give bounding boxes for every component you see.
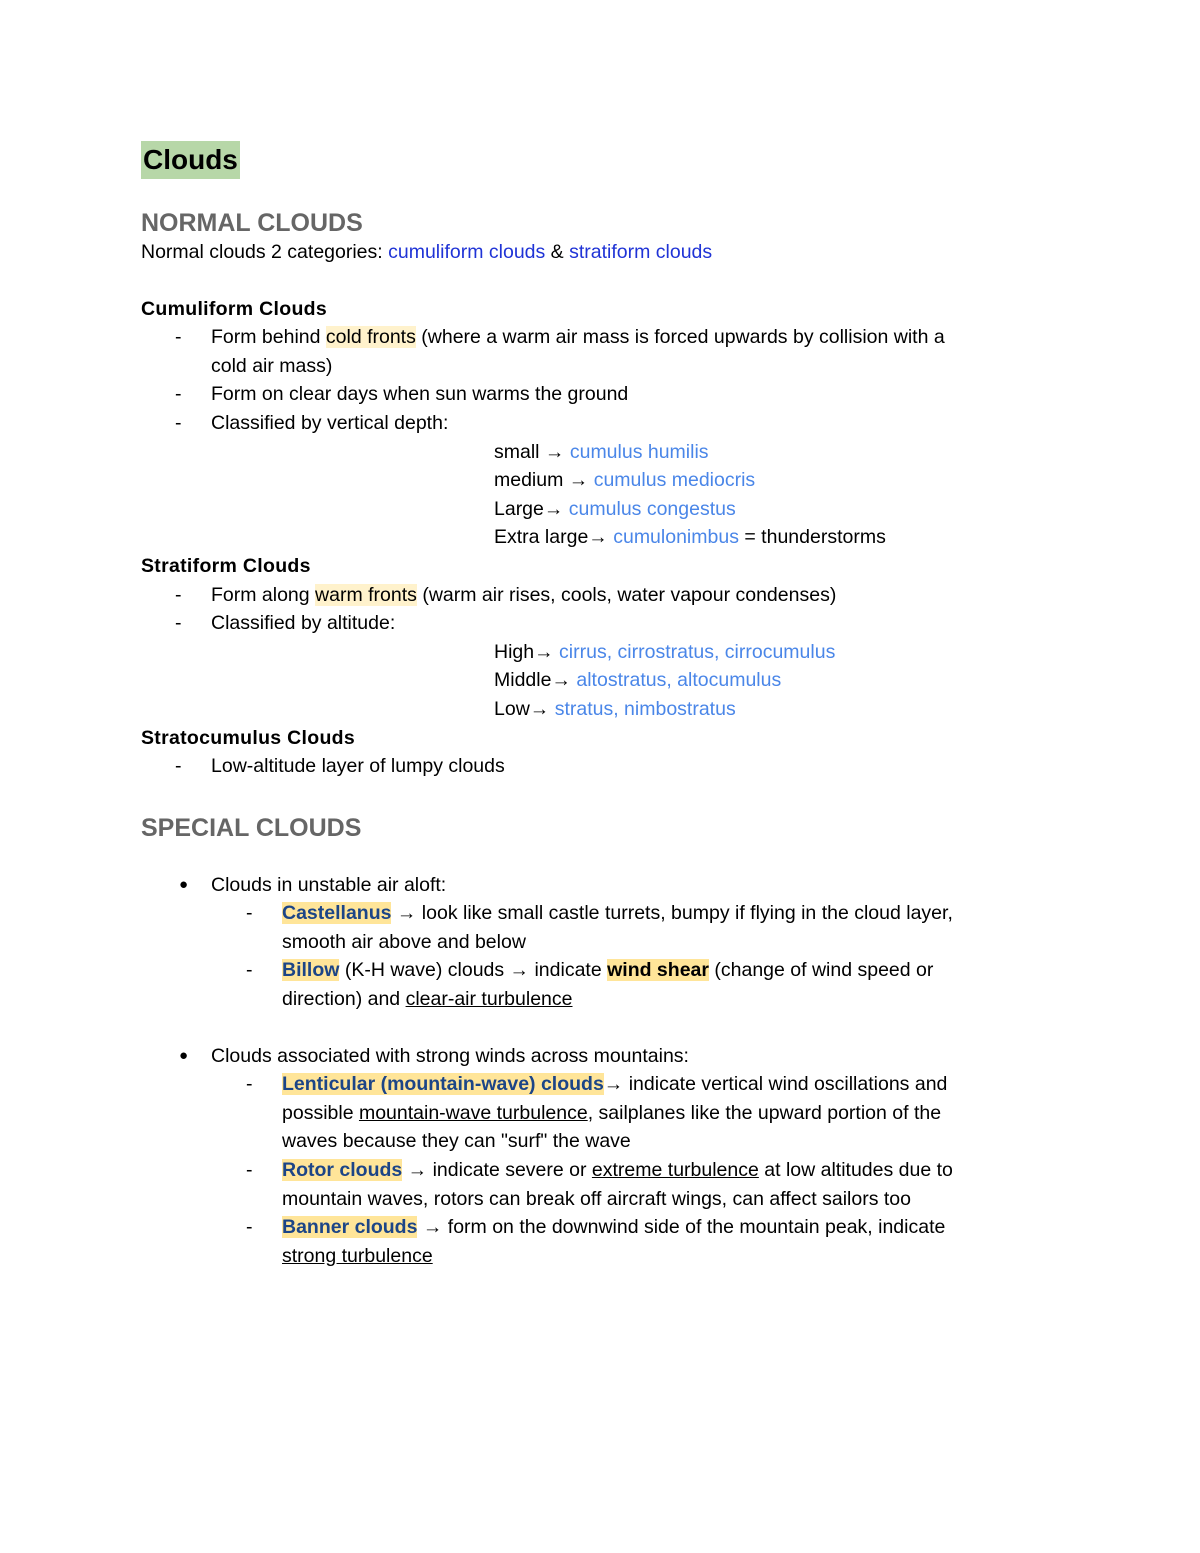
depth-label: Extra large→	[494, 526, 614, 549]
bullet-item	[141, 1042, 1041, 1071]
item-text: → indicate severe or	[402, 1159, 592, 1182]
item-continuation: mountain waves, rotors can break off aircraft wings, can affect sailors too	[282, 1187, 911, 1210]
stratiform-term: stratiform clouds	[569, 241, 713, 263]
cumuliform-heading: Cumuliform Clouds	[141, 297, 328, 320]
depth-value: cumulus mediocris	[593, 469, 756, 492]
lenticular-term: Lenticular (mountain-wave) clouds	[282, 1073, 604, 1096]
list-item	[141, 323, 1041, 352]
item-continuation	[141, 1099, 1041, 1128]
stratiform-heading: Stratiform Clouds	[141, 554, 311, 577]
intro-amp: &	[545, 241, 570, 263]
bullet-text: Clouds associated with strong winds across mountains:	[211, 1044, 689, 1067]
depth-label: small →	[494, 440, 570, 463]
dash-marker: -	[246, 902, 253, 925]
depth-row	[141, 438, 1041, 467]
stratocumulus-heading: Stratocumulus Clouds	[141, 726, 356, 749]
item-text: (change of wind speed or	[708, 959, 934, 982]
dash-marker: -	[175, 583, 182, 606]
sub-item	[141, 1070, 1041, 1099]
item-text: (K-H wave) clouds → indicate	[339, 959, 608, 982]
dash-marker: -	[246, 1159, 253, 1182]
bullet-item	[141, 871, 1041, 900]
altitude-label: Low→	[494, 697, 555, 720]
clear-air-turbulence-underline: clear-air turbulence	[405, 988, 573, 1011]
bullet-marker: ●	[179, 1046, 189, 1064]
depth-label: Large→	[494, 497, 569, 520]
dash-marker: -	[175, 411, 182, 434]
item-text: Form on clear days when sun warms the ground	[211, 383, 629, 406]
rotor-term: Rotor clouds	[282, 1159, 403, 1182]
document-page	[141, 138, 1041, 1270]
item-text: (where a warm air mass is forced upwards by collision with a	[415, 326, 945, 349]
sub-item	[141, 1156, 1041, 1185]
item-text: Classified by vertical depth:	[211, 411, 449, 434]
strong-turbulence-underline: strong turbulence	[282, 1244, 433, 1267]
castellanus-term: Castellanus	[282, 902, 392, 925]
altitude-row	[141, 695, 1041, 724]
banner-term: Banner clouds	[282, 1216, 418, 1239]
altitude-value: stratus, nimbostratus	[554, 697, 736, 720]
item-text: possible	[282, 1101, 359, 1124]
item-text: → look like small castle turrets, bumpy if flying in the cloud layer,	[391, 902, 953, 925]
altitude-row	[141, 638, 1041, 667]
item-continuation	[141, 985, 1041, 1014]
list-item	[141, 380, 1041, 409]
item-text: (warm air rises, cools, water vapour condenses)	[416, 583, 837, 606]
dash-marker: -	[175, 383, 182, 406]
item-text: Form along	[211, 583, 316, 606]
item-text: Classified by altitude:	[211, 612, 396, 635]
list-item	[141, 581, 1041, 610]
list-item	[141, 609, 1041, 638]
depth-value: cumulonimbus	[613, 526, 739, 549]
item-continuation: cold air mass)	[211, 354, 333, 377]
altitude-row	[141, 666, 1041, 695]
altitude-value: cirrus, cirrostratus, cirrocumulus	[559, 640, 836, 663]
depth-row	[141, 495, 1041, 524]
depth-label: medium →	[494, 469, 594, 492]
sub-item	[141, 899, 1041, 928]
depth-value: cumulus humilis	[569, 440, 709, 463]
depth-row	[141, 466, 1041, 495]
intro-prefix: Normal clouds 2 categories:	[141, 241, 389, 263]
billow-term: Billow	[282, 959, 340, 982]
item-text: Low-altitude layer of lumpy clouds	[211, 755, 505, 778]
depth-value: cumulus congestus	[568, 497, 736, 520]
mountain-wave-turbulence-underline: mountain-wave turbulence	[358, 1101, 588, 1124]
item-text: direction) and	[282, 988, 406, 1011]
item-continuation: waves because they can "surf" the wave	[282, 1130, 631, 1153]
sub-item	[141, 956, 1041, 985]
item-text: at low altitudes due to	[758, 1159, 953, 1182]
bullet-text: Clouds in unstable air aloft:	[211, 873, 447, 896]
page-title: Clouds	[141, 141, 240, 179]
cumuliform-term: cumuliform clouds	[388, 241, 546, 263]
item-text: , sailplanes like the upward portion of the	[587, 1101, 942, 1124]
item-text: Form behind	[211, 326, 326, 349]
bullet-marker: ●	[179, 875, 189, 893]
dash-marker: -	[246, 1216, 253, 1239]
warm-fronts-highlight: warm fronts	[315, 583, 417, 606]
normal-intro	[141, 238, 1041, 267]
altitude-label: High→	[494, 640, 560, 663]
sub-item	[141, 1213, 1041, 1242]
altitude-label: Middle→	[494, 669, 577, 692]
dash-marker: -	[175, 326, 182, 349]
normal-clouds-heading: NORMAL CLOUDS	[141, 209, 363, 237]
item-continuation	[141, 1242, 1041, 1271]
list-item	[141, 409, 1041, 438]
title-row	[141, 138, 1041, 182]
extreme-turbulence-underline: extreme turbulence	[591, 1159, 759, 1182]
dash-marker: -	[175, 612, 182, 635]
dash-marker: -	[246, 1073, 253, 1096]
depth-row	[141, 523, 1041, 552]
list-item	[141, 752, 1041, 781]
dash-marker: -	[175, 755, 182, 778]
item-continuation: smooth air above and below	[282, 930, 526, 953]
special-clouds-heading: SPECIAL CLOUDS	[141, 813, 362, 842]
cold-fronts-highlight: cold fronts	[325, 326, 416, 349]
item-text: → indicate vertical wind oscillations and	[603, 1073, 948, 1096]
depth-suffix: = thunderstorms	[738, 526, 886, 549]
wind-shear-term: wind shear	[607, 959, 709, 982]
altitude-value: altostratus, altocumulus	[576, 669, 782, 692]
item-text: → form on the downwind side of the mountain peak, indicate	[417, 1216, 946, 1239]
dash-marker: -	[246, 959, 253, 982]
